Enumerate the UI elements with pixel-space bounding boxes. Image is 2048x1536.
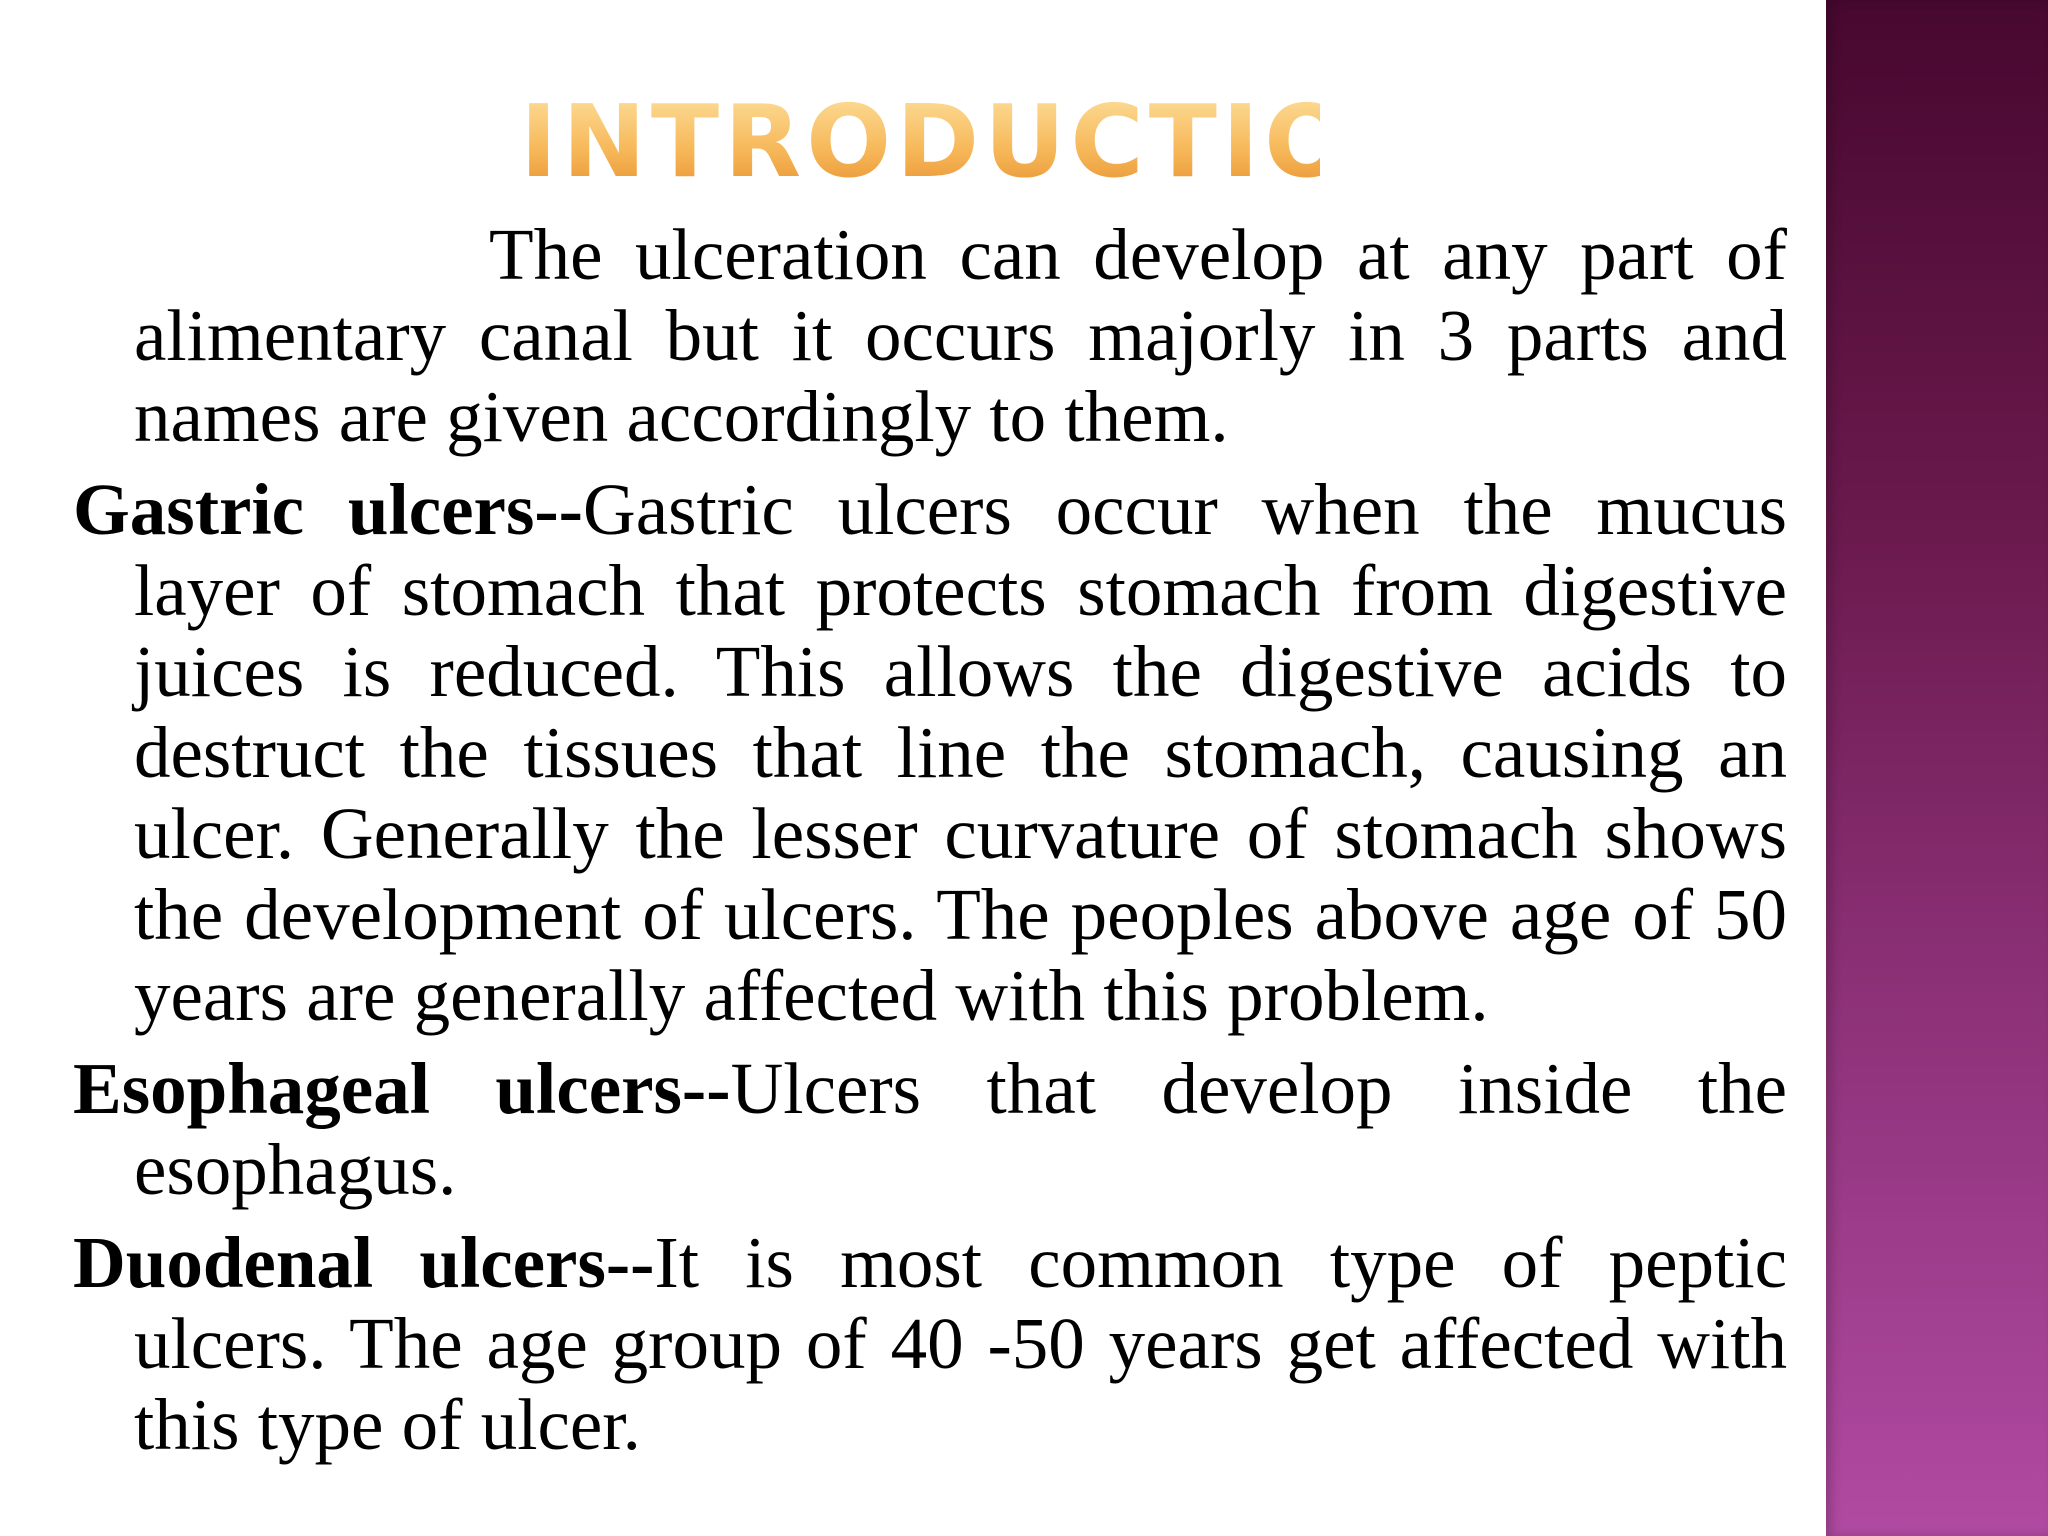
description-esophageal-ulcers: Ulcers that develop inside the esophagus. — [134, 1048, 1788, 1210]
list-item-gastric-ulcers — [73, 469, 1787, 1036]
slide-body — [73, 214, 1787, 1477]
description-gastric-ulcers: Gastric ulcers occur when the mucus layer of stomach that protects stomach from digestive juices is reduced. This allows the digestive acids to destruct the tissues that line the stomach, causing an ulcer. Generally the lesser curvature of stomach shows the development of ulcers. The peoples above age of 50 years are generally affected with this problem. — [134, 469, 1787, 1036]
list-item-duodenal-ulcers — [73, 1222, 1787, 1465]
term-duodenal-ulcers: Duodenal ulcers-- — [73, 1222, 655, 1303]
slide-title: INTRODUCTION — [520, 83, 1443, 200]
decorative-side-band — [1826, 0, 2048, 1536]
term-esophageal-ulcers: Esophageal ulcers-- — [73, 1048, 731, 1129]
intro-paragraph: The ulceration can develop at any part of alimentary canal but it occurs majorly in 3 parts and names are given accordingly to them. — [134, 214, 1787, 457]
description-duodenal-ulcers: It is most common type of peptic ulcers. The age group of 40 -50 years get affected with this type of ulcer. — [134, 1222, 1787, 1465]
term-gastric-ulcers: Gastric ulcers-- — [73, 469, 583, 550]
list-item-esophageal-ulcers — [73, 1048, 1787, 1210]
